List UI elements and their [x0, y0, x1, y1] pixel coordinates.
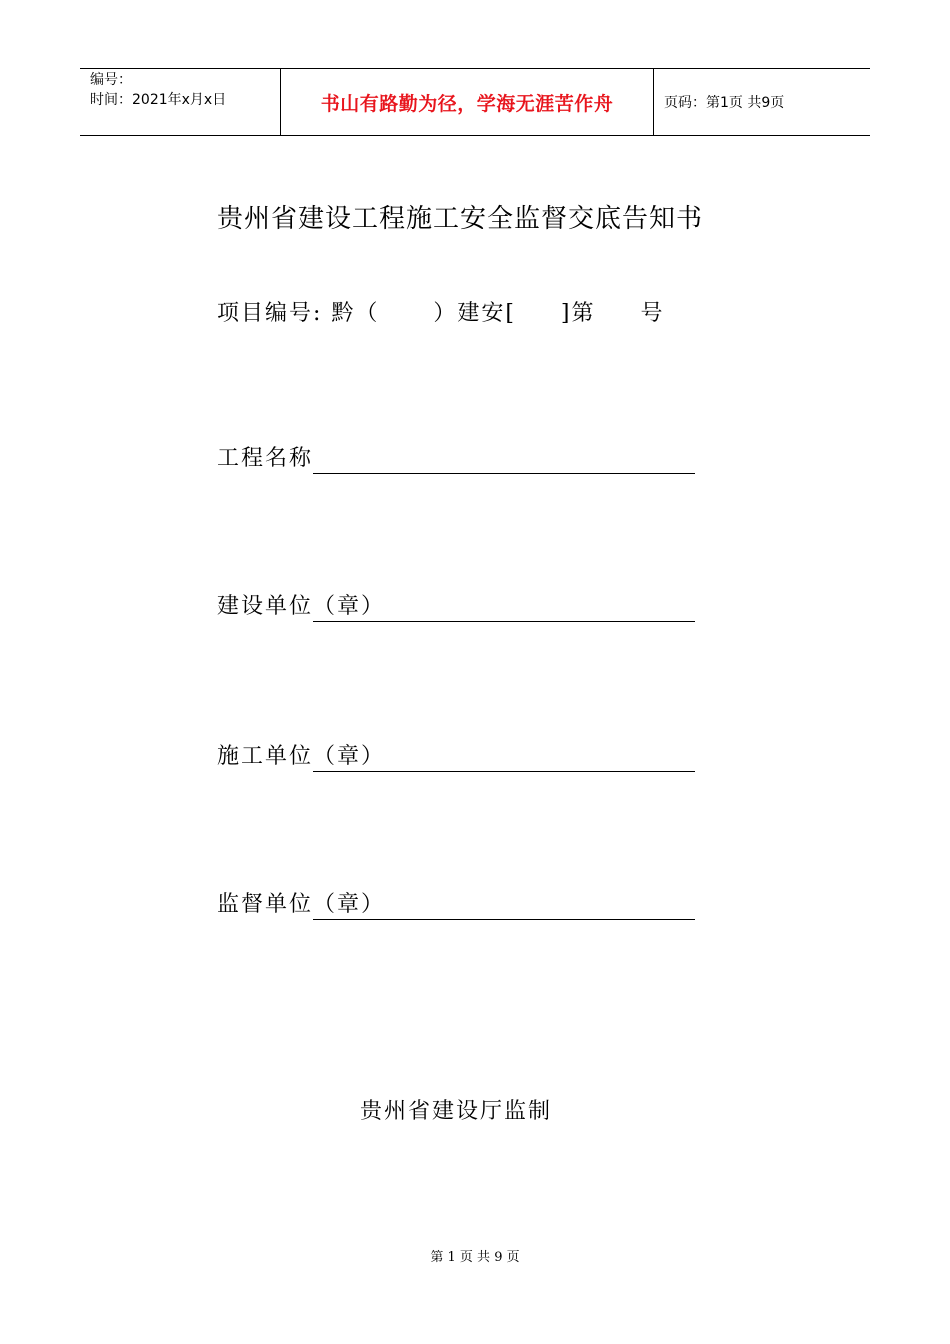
field-label: 施工单位（章）: [217, 744, 386, 769]
project-number-line: 项目编号: 黔（ ）建安[ ]第 号: [217, 301, 665, 326]
field-contractor-unit: [217, 738, 695, 772]
document-title: 贵州省建设工程施工安全监督交底告知书: [217, 204, 704, 234]
header-meta-cell: [80, 69, 281, 135]
field-underline: [313, 621, 695, 622]
field-underline: [313, 771, 695, 772]
document-number-label: 编号：: [90, 72, 132, 88]
page-footer: 第 1 页 共 9 页: [430, 1250, 520, 1265]
issuer-text: 贵州省建设厅监制: [360, 1099, 553, 1124]
field-construction-unit: [217, 588, 695, 622]
field-project-name: [217, 440, 695, 474]
field-label: 建设单位（章）: [217, 594, 386, 619]
document-time-label: 时间：2021年x月x日: [90, 92, 227, 108]
header-motto: 书山有路勤为径，学海无涯苦作舟: [320, 92, 614, 115]
header-page-info: 页码：第1页 共9页: [664, 95, 785, 111]
header-page-cell: [654, 69, 870, 135]
field-supervision-unit: [217, 886, 695, 920]
field-label: 工程名称: [217, 446, 314, 471]
header-table: [80, 68, 870, 136]
field-label: 监督单位（章）: [217, 892, 386, 917]
field-underline: [313, 919, 695, 920]
header-motto-cell: [281, 69, 654, 135]
field-underline: [313, 473, 695, 474]
